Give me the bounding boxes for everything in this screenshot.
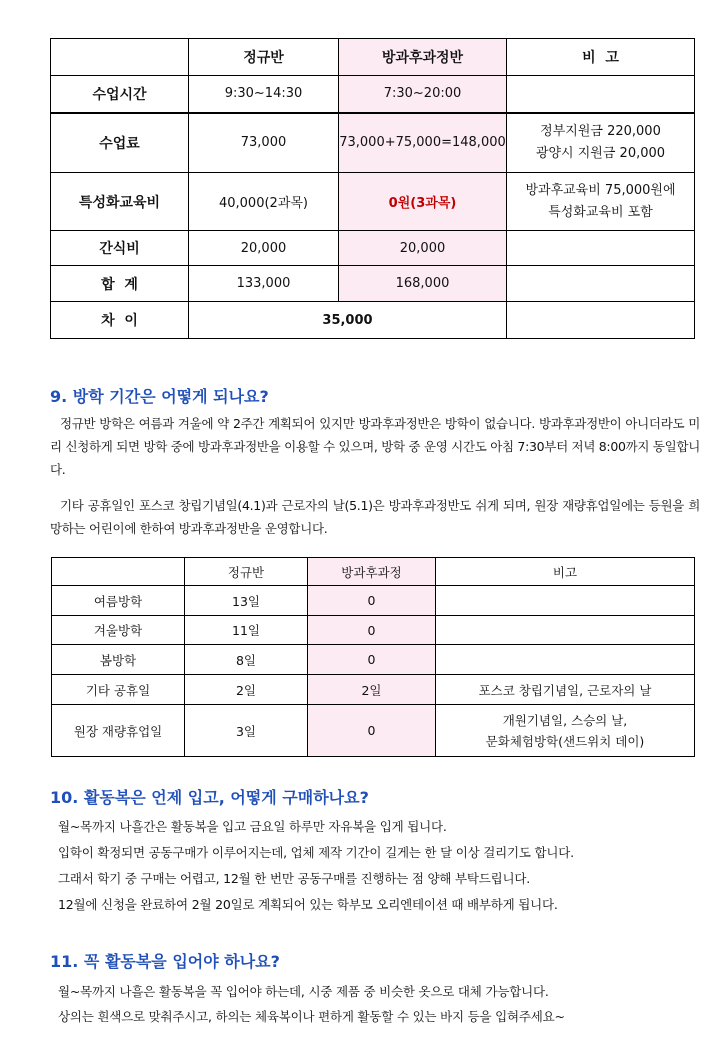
cell-note: 포스코 창립기념일, 근로자의 날 (436, 675, 695, 705)
cell-afterschool: 0 (308, 645, 436, 675)
cell-afterschool: 0 (308, 705, 436, 757)
cell-note (507, 173, 695, 231)
cell-note (507, 76, 695, 113)
note-line: 문화체험방학(샌드위치 데이) (485, 733, 645, 749)
cell-regular: 8일 (185, 645, 308, 675)
table-row (52, 645, 695, 675)
cell-note (436, 616, 695, 645)
header-empty-cell (52, 558, 185, 586)
section9-title: 9. 방학 기간은 어떻게 되나요? (50, 387, 269, 406)
row-label: 차 이 (51, 302, 189, 339)
table-row (51, 173, 695, 231)
table-header-row (52, 558, 695, 586)
row-label: 특성화교육비 (51, 173, 189, 231)
cell-note (507, 231, 695, 266)
header-regular: 정규반 (185, 558, 308, 586)
cell-note (507, 113, 695, 173)
cell-note (436, 586, 695, 616)
cell-afterschool: 20,000 (339, 231, 507, 266)
cell-note (436, 645, 695, 675)
section10-line-1: 월~목까지 나흘간은 활동복을 입고 금요일 하루만 자유복을 입게 됩니다. (58, 819, 447, 834)
cell-afterschool: 168,000 (339, 266, 507, 302)
cell-regular: 40,000(2과목) (189, 173, 339, 231)
vacation-table (51, 557, 695, 757)
fee-comparison-table (50, 38, 695, 339)
cell-regular: 73,000 (189, 113, 339, 173)
section11-title: 11. 꼭 활동복을 입어야 하나요? (50, 952, 280, 971)
header-regular: 정규반 (189, 39, 339, 76)
row-label: 수업료 (51, 113, 189, 173)
header-afterschool: 방과후과정반 (339, 39, 507, 76)
section11-line-2: 상의는 흰색으로 맞춰주시고, 하의는 체육복이나 편하게 활동할 수 있는 바지 등을 입혀주세요~ (58, 1009, 565, 1024)
row-label: 봄방학 (52, 645, 185, 675)
note-line: 정부지원금 220,000 (540, 123, 661, 139)
row-label: 수업시간 (51, 76, 189, 113)
section11-line-1: 월~목까지 나흘은 활동복을 꼭 입어야 하는데, 시중 제품 중 비슷한 옷으로 대체 가능합니다. (58, 984, 549, 999)
cell-afterschool: 7:30~20:00 (339, 76, 507, 113)
section10-line-2: 입학이 확정되면 공동구매가 이루어지는데, 업체 제작 기간이 길게는 한 달 이상 걸리기도 합니다. (58, 845, 574, 860)
section9-paragraph-1: 정규반 방학은 여름과 겨울에 약 2주간 계획되어 있지만 방과후과정반은 방학이 없습니다. 방과후과정반이 아니더라도 미리 신청하게 되면 방학 중에 방과후과정반을 이용할 수 있으며, 방학 중 운영 시간도 아침 7:30부터 저녁 8:00까지 동일합니다. (50, 416, 700, 477)
note-line: 특성화교육비 포함 (548, 204, 653, 220)
cell-note (436, 705, 695, 757)
row-label: 간식비 (51, 231, 189, 266)
row-label: 기타 공휴일 (52, 675, 185, 705)
table-row (52, 675, 695, 705)
table-row (51, 231, 695, 266)
section9-paragraph-2: 기타 공휴일인 포스코 창립기념일(4.1)과 근로자의 날(5.1)은 방과후과정반도 쉬게 되며, 원장 재량휴업일에는 등원을 희망하는 어린이에 한하여 방과후과정반을 운영합니다. (50, 498, 700, 536)
cell-regular: 20,000 (189, 231, 339, 266)
cell-regular: 13일 (185, 586, 308, 616)
cell-regular: 133,000 (189, 266, 339, 302)
cell-afterschool: 73,000+75,000=148,000 (339, 113, 507, 173)
cell-note (507, 302, 695, 339)
cell-difference: 35,000 (189, 302, 507, 339)
table-header-row (51, 39, 695, 76)
cell-afterschool: 0원(3과목) (339, 173, 507, 231)
cell-note (507, 266, 695, 302)
header-empty-cell (51, 39, 189, 76)
cell-regular: 11일 (185, 616, 308, 645)
table-row (51, 76, 695, 113)
row-label: 합 계 (51, 266, 189, 302)
cell-afterschool: 0 (308, 616, 436, 645)
cell-afterschool: 2일 (308, 675, 436, 705)
table-row (51, 266, 695, 302)
row-label: 겨울방학 (52, 616, 185, 645)
note-line: 광양시 지원금 20,000 (535, 145, 666, 161)
section10-line-4: 12월에 신청을 완료하여 2월 20일로 계획되어 있는 학부모 오리엔테이션 때 배부하게 됩니다. (58, 897, 558, 912)
header-note: 비고 (436, 558, 695, 586)
note-line: 개원기념일, 스승의 날, (502, 712, 628, 728)
section10-line-3: 그래서 학기 중 구매는 어렵고, 12월 한 번만 공동구매를 진행하는 점 양해 부탁드립니다. (58, 871, 531, 886)
row-label: 여름방학 (52, 586, 185, 616)
note-line: 방과후교육비 75,000원에 (525, 182, 676, 198)
table-row (51, 302, 695, 339)
table-row (52, 586, 695, 616)
cell-regular: 3일 (185, 705, 308, 757)
section10-title: 10. 활동복은 언제 입고, 어떻게 구매하나요? (50, 788, 369, 807)
header-afterschool: 방과후과정 (308, 558, 436, 586)
header-note: 비 고 (507, 39, 695, 76)
row-label: 원장 재량휴업일 (52, 705, 185, 757)
cell-regular: 2일 (185, 675, 308, 705)
table-row (51, 113, 695, 173)
cell-regular: 9:30~14:30 (189, 76, 339, 113)
cell-afterschool: 0 (308, 586, 436, 616)
table-row (52, 705, 695, 757)
table-row (52, 616, 695, 645)
